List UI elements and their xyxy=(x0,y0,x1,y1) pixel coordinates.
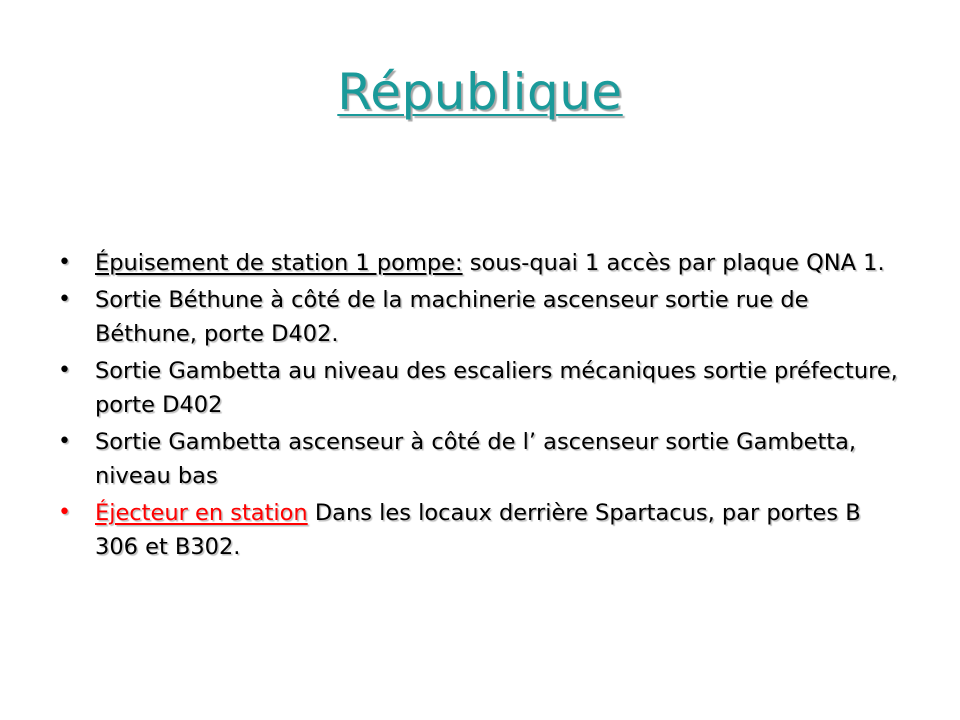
bullet-lead: Épuisement de station 1 pompe: xyxy=(95,250,463,276)
bullet-list xyxy=(58,246,908,567)
bullet-lead: Éjecteur en station xyxy=(95,500,308,526)
slide-title: République xyxy=(337,63,623,121)
bullet-item-ejector xyxy=(58,496,908,564)
bullet-text: Dans les locaux derrière Spartacus, par portes B 306 et B302. xyxy=(95,500,861,560)
bullet-item-gambetta-escalators xyxy=(58,354,908,422)
bullet-text: Sortie Béthune à côté de la machinerie ascenseur sortie rue de Béthune, porte D402. xyxy=(95,287,809,347)
bullet-dot-icon: • xyxy=(58,287,71,312)
bullet-item-gambetta-elevator xyxy=(58,425,908,493)
bullet-text: sous-quai 1 accès par plaque QNA 1. xyxy=(462,250,885,276)
bullet-dot-icon: • xyxy=(58,250,71,275)
bullet-text: Sortie Gambetta ascenseur à côté de l’ ascenseur sortie Gambetta, niveau bas xyxy=(95,429,857,489)
bullet-dot-icon: • xyxy=(58,429,71,454)
bullet-dot-icon: • xyxy=(58,358,71,383)
bullet-item-pump xyxy=(58,246,908,280)
bullet-dot-icon: • xyxy=(58,500,71,525)
bullet-item-bethune xyxy=(58,283,908,351)
bullet-text: Sortie Gambetta au niveau des escaliers mécaniques sortie préfecture, porte D402 xyxy=(95,358,898,418)
